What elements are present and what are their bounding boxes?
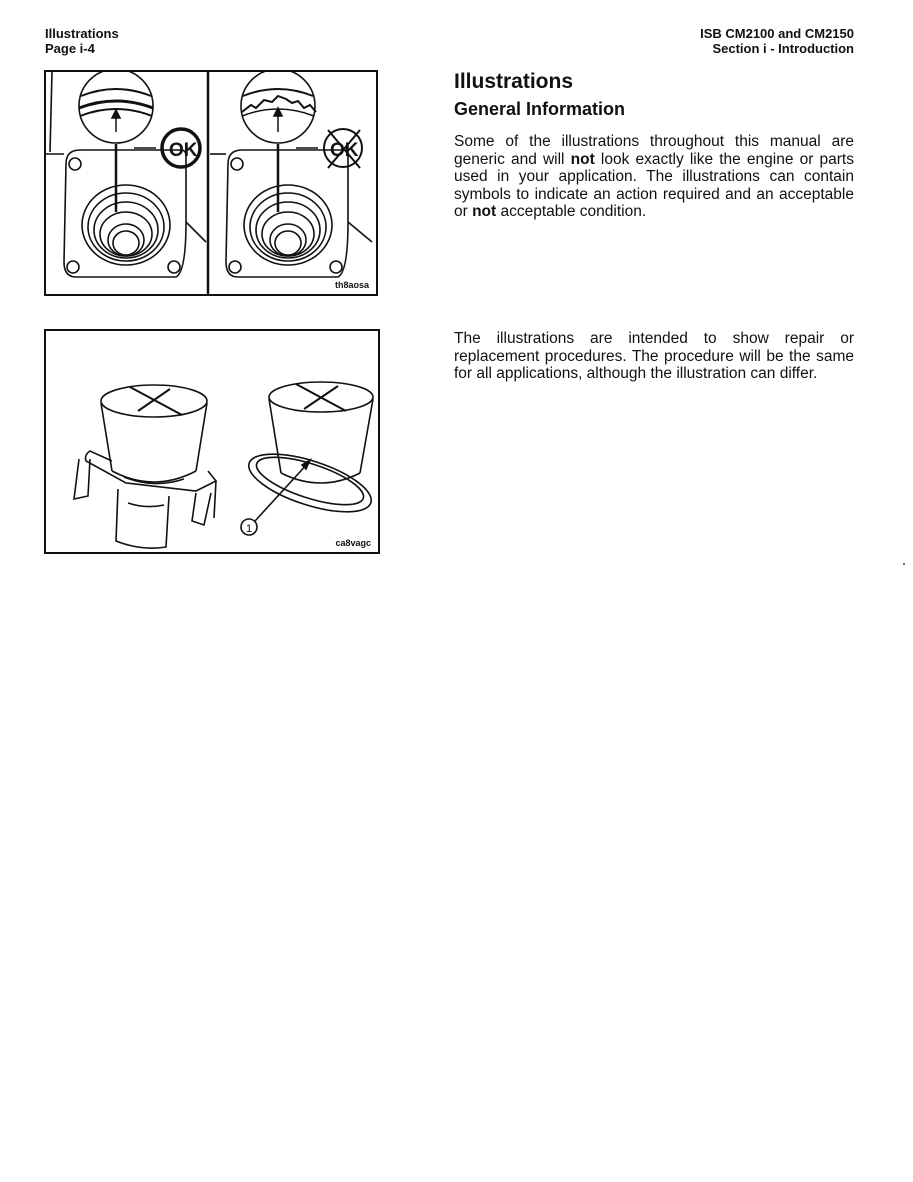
emphasis-not: not [472,203,497,220]
header-section-label: Illustrations [45,26,119,41]
intro-paragraph [454,133,854,221]
paragraph-segment: acceptable condition. [496,203,647,220]
paragraph-segment: look exactly like the engine or parts used in your application. The illustrations can contain symbols to indicate an action required and an acceptable or [454,150,854,220]
part-variants-illustration [46,331,378,552]
procedures-paragraph: The illustrations are intended to show repair or replacement procedures. The procedure will be the same for all applications, although the illustration can differ. [454,330,854,382]
header-page-number: Page i-4 [45,41,95,56]
header-section-title: Section i - Introduction [712,41,854,56]
callout-number: 1 [246,523,253,535]
bore-comparison-illustration [46,72,376,294]
figure-code: ca8vagc [335,538,371,548]
section-subtitle: General Information [454,99,626,119]
header-manual-title: ISB CM2100 and CM2150 [700,26,854,41]
figure-code: th8aosa [334,280,369,290]
page-header-left [45,26,119,56]
figure-ok-not-ok [44,70,378,296]
emphasis-not: not [570,150,595,168]
page-title: Illustrations [454,70,574,93]
paragraph-segment: Some of the illustrations throughout this manual are generic and will [454,133,854,168]
page-header-right [700,26,854,56]
not-ok-symbol: OK [330,140,359,161]
scan-speck [903,563,905,565]
figure-part-variants [44,329,380,554]
ok-symbol: OK [169,140,198,161]
